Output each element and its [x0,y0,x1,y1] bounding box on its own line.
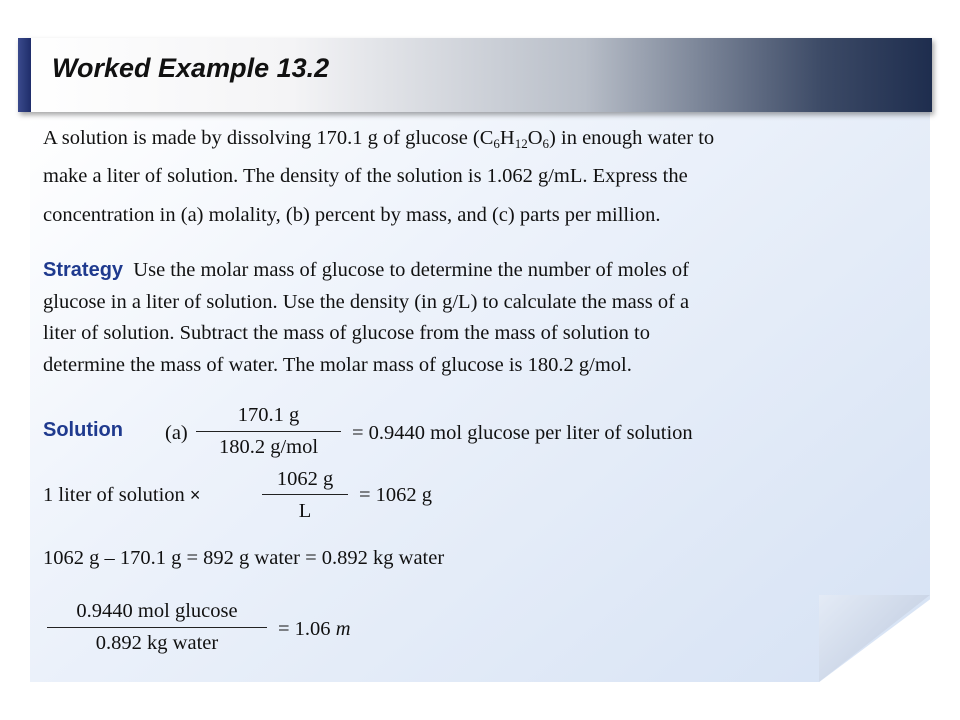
fraction-2-bar [262,494,348,495]
fraction-1-bar [196,431,341,432]
problem-line-2: make a liter of solution. The density of the solution is 1.062 g/mL. Express the [43,165,688,187]
strategy-line-2: glucose in a liter of solution. Use the density (in g/L) to calculate the mass of a [43,291,690,313]
subscript-h: 12 [514,136,528,151]
subscript-o: 6 [542,136,550,151]
problem-line-1-suffix: ) in enough water to [549,127,715,149]
fraction-1-denominator: 180.2 g/mol [218,436,319,458]
title-accent-bar [18,38,31,112]
solution-label: Solution [43,419,123,441]
molality-unit: m [335,618,351,640]
formula-o: O [527,127,543,149]
fraction-1-result: = 0.9440 mol glucose per liter of solution [352,422,693,444]
liter-line [43,485,200,506]
subscript-c: 6 [493,136,500,151]
problem-line-3: concentration in (a) molality, (b) percent by mass, and (c) parts per million. [43,204,661,226]
problem-line-1-prefix: A solution is made by dissolving 170.1 g of glucose (C [43,127,494,149]
molality-value: = 1.06 [278,618,331,640]
strategy-label: Strategy [43,259,124,281]
strategy-line-3: liter of solution. Subtract the mass of glucose from the mass of solution to [43,322,650,344]
formula-h: H [499,127,515,149]
fraction-3-numerator: 0.9440 mol glucose [76,600,238,622]
molality-result [278,619,351,640]
part-a-label: (a) [165,422,188,444]
water-mass-line: 1062 g – 170.1 g = 892 g water = 0.892 kg water [43,547,445,569]
times-sign: × [189,485,201,505]
liter-line-text: 1 liter of solution [43,484,185,506]
strategy-line-1-text: Use the molar mass of glucose to determine the number of moles of [133,259,689,281]
strategy-line-1 [43,260,689,281]
fraction-2-denominator: L [298,500,312,522]
page-title: Worked Example 13.2 [52,53,330,83]
problem-line-1 [43,128,714,149]
fraction-1-numerator: 170.1 g [237,404,300,426]
fraction-2-result: = 1062 g [359,484,433,506]
fraction-2-numerator: 1062 g [276,468,334,490]
fraction-3-bar [47,627,267,628]
fraction-3-denominator: 0.892 kg water [95,632,219,654]
strategy-line-4: determine the mass of water. The molar mass of glucose is 180.2 g/mol. [43,354,632,376]
content-panel [30,112,930,682]
